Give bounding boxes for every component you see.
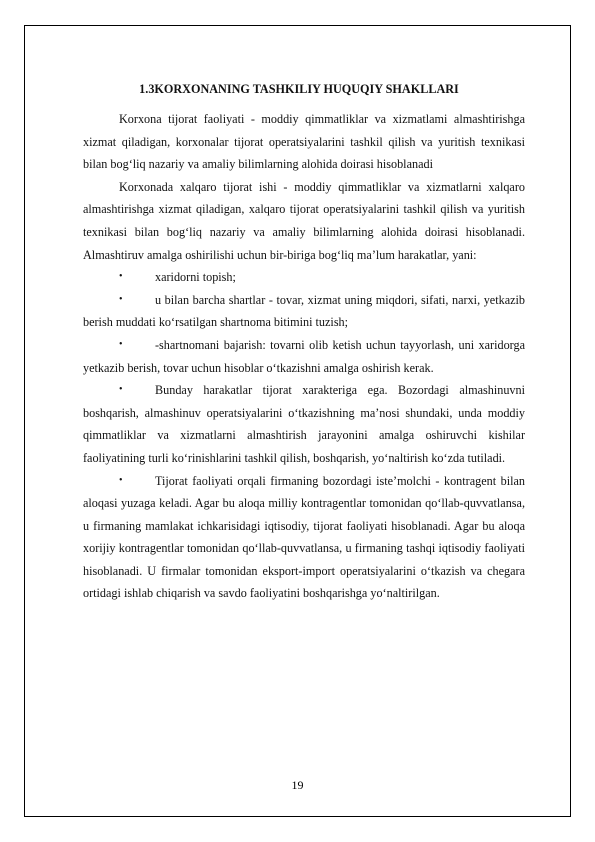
list-item-text: xaridorni topish; xyxy=(155,270,236,285)
list-item-text: Bunday harakatlar tijorat xarakteriga ega. Bozordagi almashinuvni boshqarish, almashinuv operatsiyalarini o‘tkazishning ma’nosi shundaki, unda moddiy qimmatliklar va xizmatlarni almashtirish jarayonini amalga oshiruvchi kishilar faoliyatining turli ko‘rinishlarini tashkil qilish, boshqarish, yo‘naltirish ko‘zda tutiladi. xyxy=(83,383,525,465)
section-title: 1.3KORXONANING TASHKILIY HUQUQIY SHAKLLARI xyxy=(139,82,459,96)
paragraph-2: Korxonada xalqaro tijorat ishi - moddiy qimmatliklar va xizmatlarni xalqaro almashtirishga xizmat qiladigan, xalqaro tijorat operatsiyalarini tashkil qilish va yuritish texnikasi bilan bog‘liq nazariy va amaliy bilimlarning alohida doirasi hisoblanadi. Almashtiruv amalga oshirilishi uchun bir-biriga bog‘liq ma’lum harakatlar, yani: xyxy=(83,179,525,262)
list-item xyxy=(83,289,525,334)
document-body xyxy=(83,82,525,605)
bullet-icon: • xyxy=(119,271,123,283)
list-item-text: Tijorat faoliyati orqali firmaning bozordagi iste’molchi - kontragent bilan aloqasi yuzaga keladi. Agar bu aloqa milliy kontragentlar tomonidan qo‘llab-quvvatlansa, u firmaning mamlakat ichkarisidagi iqtisodiy, tijorat faoliyati hisoblanadi. Agar bu aloqa xorijiy kontragentlar tomonidan qo‘llab-quvvatlansa, u firmaning tashqi iqtisodiy faoliyati hisoblanadi. U firmalar tomonidan eksport-import operatsiyalarini o‘tkazish va chegara ortidagi ishlab chiqarish va savdo faoliyatini boshqarishga yo‘naltirilgan. xyxy=(83,473,525,601)
bullet-icon: • xyxy=(119,338,123,350)
bullet-icon: • xyxy=(119,474,123,486)
paragraph-1: Korxona tijorat faoliyati - moddiy qimmatliklar va xizmatlami almashtirishga xizmat qiladigan, korxonalar tijorat operatsiyalarini tashkil qilish va yuritish texnikasi bilan bog‘liq nazariy va amaliy bilimlarning alohida doirasi hisoblanadi xyxy=(83,112,525,172)
list-item xyxy=(83,470,525,606)
list-item-text: -shartnomani bajarish: tovarni olib ketish uchun tayyorlash, uni xaridorga yetkazib berish, tovar uchun hisoblar o‘tkazishni amalga oshirish kerak. xyxy=(83,337,525,375)
list-item-text: u bilan barcha shartlar - tovar, xizmat uning miqdori, sifati, narxi, yetkazib berish muddati ko‘rsatilgan shartnoma bitimini tuzish; xyxy=(83,292,525,330)
page-number: 19 xyxy=(291,778,304,792)
bullet-icon: • xyxy=(119,384,123,396)
list-item xyxy=(83,334,525,379)
bullet-icon: • xyxy=(119,293,123,305)
list-item xyxy=(83,266,525,289)
list-item xyxy=(83,379,525,469)
